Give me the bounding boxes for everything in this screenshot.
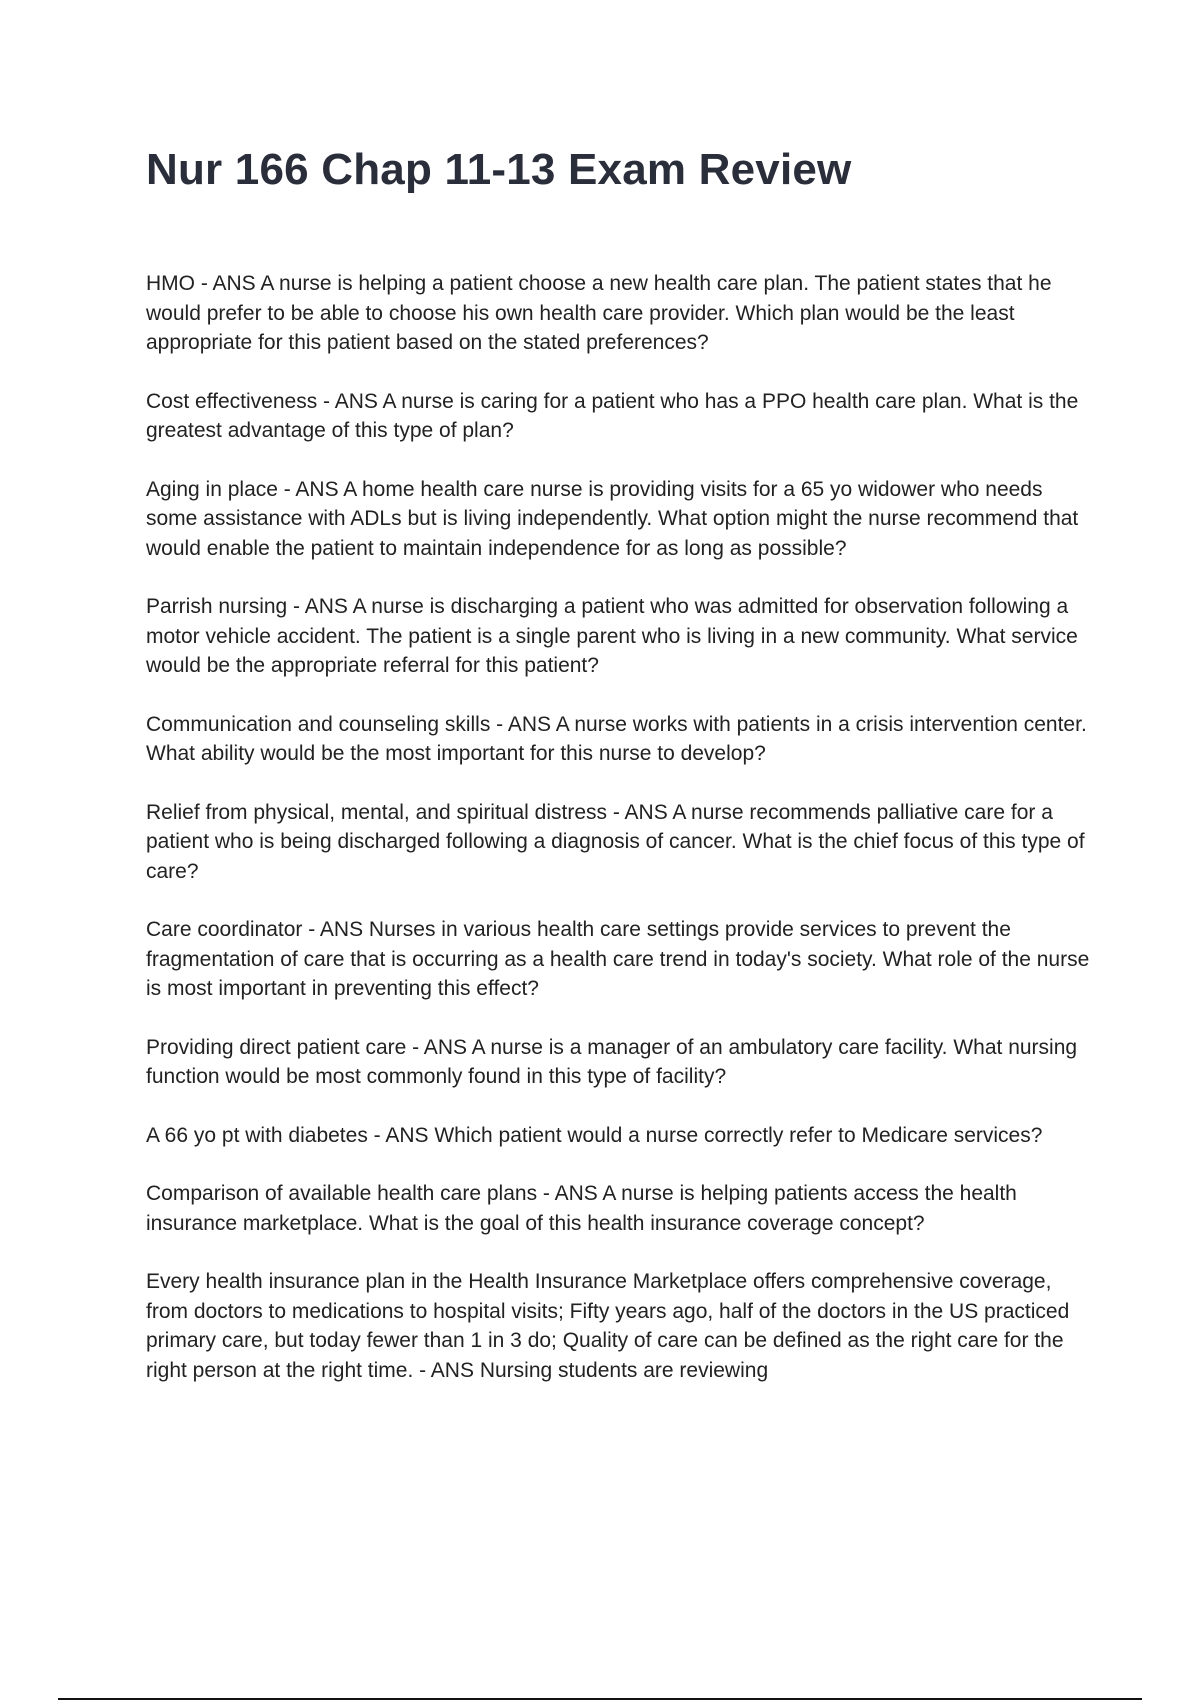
review-entry: Cost effectiveness - ANS A nurse is caring for a patient who has a PPO health care plan. What is the greatest advantage of this type of plan? — [146, 389, 1079, 442]
review-entry: HMO - ANS A nurse is helping a patient choose a new health care plan. The patient states that he would prefer to be able to choose his own health care provider. Which plan would be the least appropriate for this patient based on the stated preferences? — [146, 272, 1052, 354]
page-title: Nur 166 Chap 11-13 Exam Review — [146, 145, 852, 194]
review-entry: A 66 yo pt with diabetes - ANS Which patient would a nurse correctly refer to Medicare services? — [146, 1123, 1043, 1147]
review-entry: Comparison of available health care plans - ANS A nurse is helping patients access the health insurance marketplace. What is the goal of this health insurance coverage concept? — [146, 1182, 1017, 1235]
review-entry: Every health insurance plan in the Health Insurance Marketplace offers comprehensive coverage, from doctors to medications to hospital visits; Fifty years ago, half of the doctors in the US practiced primary care, but today fewer than 1 in 3 do; Quality of care can be defined as the right care for the right person at the right time. - ANS Nursing students are reviewing — [146, 1270, 1070, 1382]
review-entry: Relief from physical, mental, and spiritual distress - ANS A nurse recommends palliative care for a patient who is being discharged following a diagnosis of cancer. What is the chief focus of this type of care? — [146, 800, 1085, 883]
review-entry: Parrish nursing - ANS A nurse is discharging a patient who was admitted for observation following a motor vehicle accident. The patient is a single parent who is living in a new community. What service would be the appropriate referral for this patient? — [146, 595, 1078, 677]
review-entry: Care coordinator - ANS Nurses in various health care settings provide services to prevent the fragmentation of care that is occurring as a health care trend in today's society. What role of the nurse is most important in preventing this effect? — [146, 918, 1090, 1000]
review-entry: Providing direct patient care - ANS A nurse is a manager of an ambulatory care facility. What nursing function would be most commonly found in this type of facility? — [146, 1035, 1078, 1088]
review-entries — [146, 269, 1096, 1414]
review-entry: Aging in place - ANS A home health care nurse is providing visits for a 65 yo widower who needs some assistance with ADLs but is living independently. What option might the nurse recommend that would enable the patient to maintain independence for as long as possible? — [146, 477, 1079, 560]
review-entry: Communication and counseling skills - ANS A nurse works with patients in a crisis intervention center. What ability would be the most important for this nurse to develop? — [146, 712, 1087, 765]
